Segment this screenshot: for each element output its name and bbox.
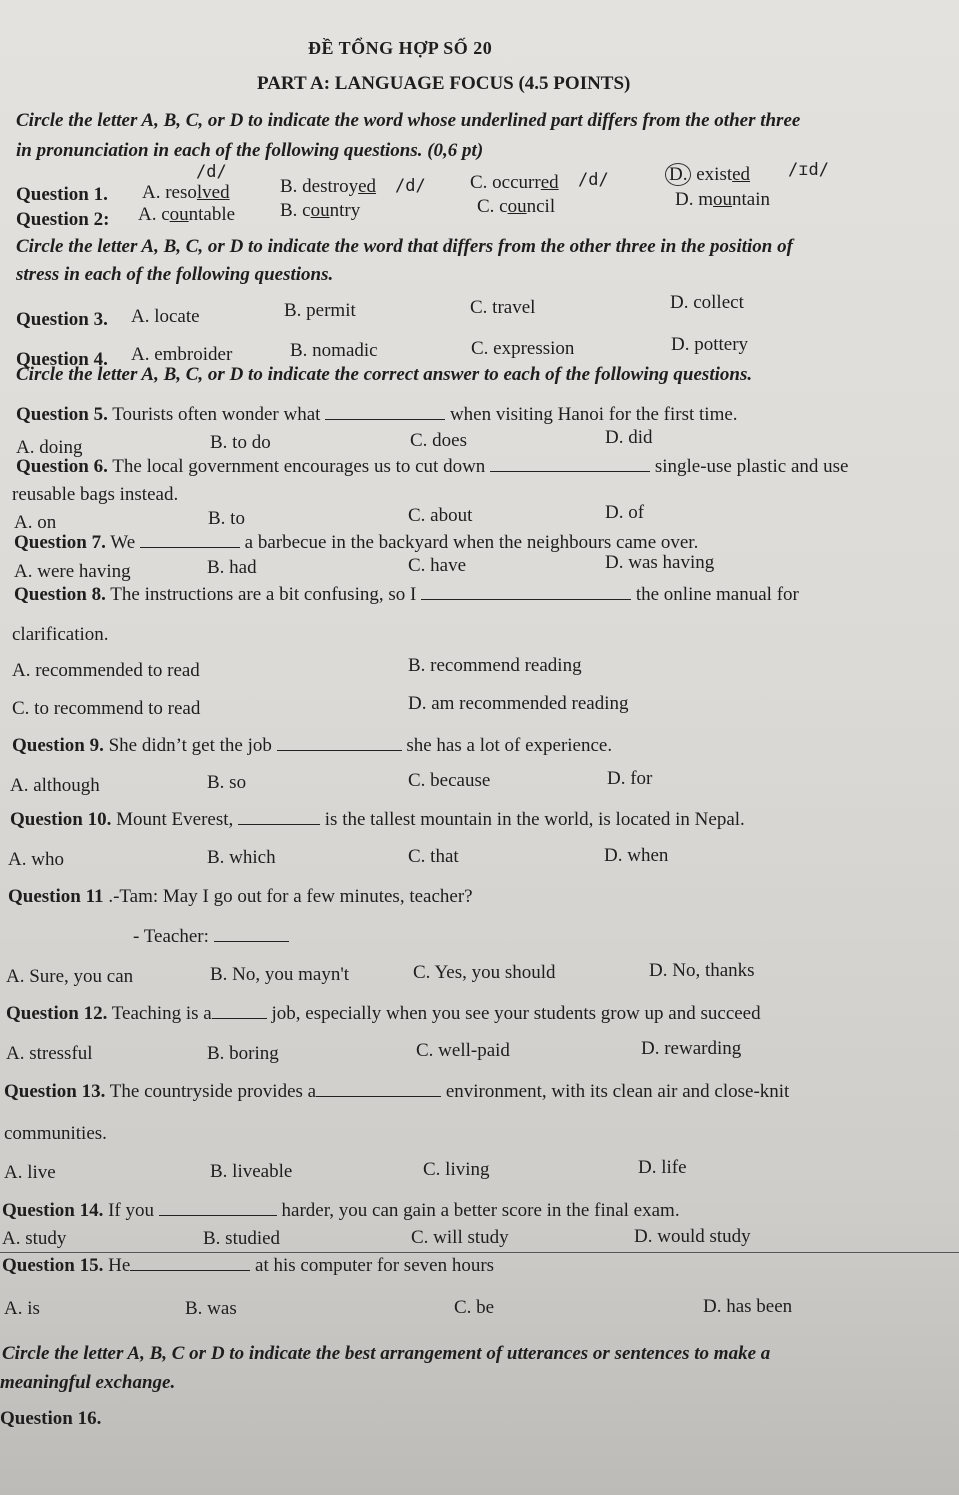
q3-option-c[interactable]: C. travel	[470, 297, 536, 318]
q2-option-b[interactable]: B. country	[280, 200, 361, 221]
q13-option-c[interactable]: C. living	[423, 1159, 490, 1180]
arrangement-instruction-1: Circle the letter A, B, C or D to indicate the best arrangement of utterances or sentences to make a	[2, 1343, 771, 1364]
question-15-label: Question 15.	[2, 1255, 104, 1276]
q8-option-d[interactable]: D. am recommended reading	[408, 693, 629, 714]
q6-option-b[interactable]: B. to	[208, 508, 245, 529]
q2-option-a[interactable]: A. countable	[138, 204, 236, 225]
q9-option-c[interactable]: C. because	[408, 770, 491, 791]
question-11-stem	[8, 886, 473, 908]
arrangement-instruction-2: meaningful exchange.	[0, 1372, 176, 1393]
q9-text-before: She didn’t get the job	[108, 735, 272, 756]
q11-teacher-label: - Teacher:	[133, 926, 209, 947]
question-13-stem	[4, 1081, 789, 1103]
q6-option-a[interactable]: A. on	[14, 512, 57, 533]
question-16-label: Question 16.	[0, 1408, 102, 1429]
q10-text-after: is the tallest mountain in the world, is located in Nepal.	[324, 809, 745, 830]
q14-text-before: If you	[108, 1200, 155, 1221]
q1-handwritten-note-d: /ɪd/	[788, 160, 829, 180]
part-heading: PART A: LANGUAGE FOCUS (4.5 POINTS)	[257, 73, 631, 94]
q15-option-b[interactable]: B. was	[185, 1298, 237, 1319]
q7-option-d[interactable]: D. was having	[605, 552, 715, 573]
question-3-label: Question 3.	[16, 309, 108, 330]
q4-option-a[interactable]: A. embroider	[131, 344, 233, 365]
q10-option-b[interactable]: B. which	[207, 847, 276, 868]
q1-handwritten-note-a: /d/	[196, 162, 227, 182]
q10-option-d[interactable]: D. when	[604, 845, 669, 866]
q14-blank[interactable]	[159, 1214, 277, 1216]
q6-option-d[interactable]: D. of	[605, 502, 645, 523]
q9-option-a[interactable]: A. although	[10, 775, 100, 796]
q12-option-a[interactable]: A. stressful	[6, 1043, 93, 1064]
q10-text-before: Mount Everest,	[116, 809, 234, 830]
q8-option-a[interactable]: A. recommended to read	[12, 660, 200, 681]
question-10-stem	[10, 809, 745, 831]
q12-text-before: Teaching is a	[111, 1003, 212, 1024]
q3-option-b[interactable]: B. permit	[284, 300, 356, 321]
question-10-label: Question 10.	[10, 809, 112, 830]
q14-option-c[interactable]: C. will study	[411, 1227, 509, 1248]
question-7-label: Question 7.	[14, 532, 106, 553]
q6-continuation: reusable bags instead.	[12, 484, 179, 505]
q1-option-c[interactable]: C. occurred	[470, 172, 559, 193]
q6-option-c[interactable]: C. about	[408, 505, 473, 526]
fold-line	[0, 1252, 959, 1253]
q14-option-b[interactable]: B. studied	[203, 1228, 281, 1249]
question-5-stem	[16, 404, 738, 426]
question-15-stem	[2, 1255, 494, 1277]
q10-option-a[interactable]: A. who	[8, 849, 64, 870]
question-9-label: Question 9.	[12, 735, 104, 756]
q14-option-a[interactable]: A. study	[2, 1228, 67, 1249]
question-2-label: Question 2:	[16, 209, 110, 230]
question-8-stem	[14, 584, 799, 606]
q13-continuation: communities.	[4, 1123, 107, 1144]
q5-option-d[interactable]: D. did	[605, 427, 653, 448]
q6-text-after: single-use plastic and use	[654, 456, 849, 477]
q7-text-after: a barbecue in the backyard when the neighbours came over.	[244, 532, 699, 553]
q6-blank[interactable]	[490, 470, 650, 472]
question-12-stem	[6, 1003, 761, 1025]
q15-option-c[interactable]: C. be	[454, 1297, 495, 1318]
q1-option-b[interactable]: B. destroyed	[280, 176, 377, 197]
q9-text-after: she has a lot of experience.	[406, 735, 613, 756]
q1-handwritten-note-c: /d/	[578, 170, 609, 190]
q12-option-c[interactable]: C. well-paid	[416, 1040, 510, 1061]
q13-option-b[interactable]: B. liveable	[210, 1161, 293, 1182]
q1-handwritten-note-b: /d/	[395, 176, 426, 196]
q11-text-before: .-Tam: May I go out for a few minutes, teacher?	[108, 886, 473, 907]
q4-option-b[interactable]: B. nomadic	[290, 340, 378, 361]
q5-option-b[interactable]: B. to do	[210, 432, 271, 453]
q11-blank[interactable]	[214, 940, 289, 942]
q7-option-a[interactable]: A. were having	[14, 561, 131, 582]
q6-text-before: The local government encourages us to cut down	[112, 456, 486, 477]
q12-blank[interactable]	[212, 1017, 267, 1019]
q4-option-d[interactable]: D. pottery	[671, 334, 749, 355]
q15-option-d[interactable]: D. has been	[703, 1296, 793, 1317]
q5-text-before: Tourists often wonder what	[112, 404, 321, 425]
stress-instruction-1: Circle the letter A, B, C, or D to indicate the word that differs from the other three in the position of	[16, 236, 793, 257]
q14-text-after: harder, you can gain a better score in the final exam.	[281, 1200, 680, 1221]
q11-option-d[interactable]: D. No, thanks	[649, 960, 755, 981]
q13-text-after: environment, with its clean air and close-knit	[445, 1081, 790, 1102]
question-8-label: Question 8.	[14, 584, 106, 605]
question-4-label: Question 4.	[16, 349, 108, 370]
question-12-label: Question 12.	[6, 1003, 108, 1024]
question-14-stem	[2, 1200, 680, 1222]
question-7-stem	[14, 532, 698, 554]
q12-text-after: job, especially when you see your students grow up and succeed	[271, 1003, 761, 1024]
q15-text-before: He	[108, 1255, 131, 1276]
q8-text-after: the online manual for	[635, 584, 799, 605]
q13-blank[interactable]	[316, 1095, 441, 1097]
q7-option-b[interactable]: B. had	[207, 557, 257, 578]
q11-option-c[interactable]: C. Yes, you should	[413, 962, 556, 983]
question-6-label: Question 6.	[16, 456, 108, 477]
q4-option-c[interactable]: C. expression	[471, 338, 575, 359]
q10-option-c[interactable]: C. that	[408, 846, 459, 867]
q8-option-c[interactable]: C. to recommend to read	[12, 698, 201, 719]
q9-option-b[interactable]: B. so	[207, 772, 247, 793]
q2-option-c[interactable]: C. council	[477, 196, 556, 217]
q7-option-c[interactable]: C. have	[408, 555, 467, 576]
q15-text-after: at his computer for seven hours	[255, 1255, 495, 1276]
q3-option-d[interactable]: D. collect	[670, 292, 744, 313]
stress-instruction-2: stress in each of the following questions.	[16, 264, 334, 285]
q15-blank[interactable]	[130, 1269, 250, 1271]
question-5-label: Question 5.	[16, 404, 108, 425]
q14-option-d[interactable]: D. would study	[634, 1226, 751, 1247]
exam-title: ĐỀ TỔNG HỢP SỐ 20	[308, 38, 493, 58]
question-14-label: Question 14.	[2, 1200, 104, 1221]
q5-option-c[interactable]: C. does	[410, 430, 467, 451]
q9-option-d[interactable]: D. for	[607, 768, 653, 789]
q7-blank[interactable]	[140, 546, 240, 548]
q12-option-d[interactable]: D. rewarding	[641, 1038, 742, 1059]
q11-option-a[interactable]: A. Sure, you can	[6, 966, 134, 987]
q3-option-a[interactable]: A. locate	[131, 306, 200, 327]
q8-option-b[interactable]: B. recommend reading	[408, 655, 582, 676]
question-11-label: Question 11	[8, 886, 104, 907]
q5-option-a[interactable]: A. doing	[16, 437, 83, 458]
grammar-instruction: Circle the letter A, B, C, or D to indicate the correct answer to each of the following questions.	[16, 364, 753, 385]
q1-option-d[interactable]: D. existed	[665, 164, 750, 186]
q12-option-b[interactable]: B. boring	[207, 1043, 279, 1064]
q5-blank[interactable]	[325, 418, 445, 420]
question-9-stem	[12, 735, 612, 757]
q8-text-before: The instructions are a bit confusing, so I	[110, 584, 417, 605]
pronunciation-instruction-2: in pronunciation in each of the following questions. (0,6 pt)	[16, 140, 484, 161]
question-13-label: Question 13.	[4, 1081, 106, 1102]
q13-text-before: The countryside provides a	[109, 1081, 317, 1102]
q13-option-a[interactable]: A. live	[4, 1162, 56, 1183]
q13-option-d[interactable]: D. life	[638, 1157, 687, 1178]
q1-option-a[interactable]: A. resolved	[142, 182, 230, 203]
q9-blank[interactable]	[277, 749, 402, 751]
q10-blank[interactable]	[238, 823, 320, 825]
question-1-label: Question 1.	[16, 184, 108, 205]
q8-continuation: clarification.	[12, 624, 109, 645]
q2-option-d[interactable]: D. mountain	[675, 189, 770, 210]
q7-text-before: We	[110, 532, 136, 553]
q8-blank[interactable]	[421, 598, 631, 600]
q5-text-after: when visiting Hanoi for the first time.	[449, 404, 738, 425]
q11-option-b[interactable]: B. No, you mayn't	[210, 964, 350, 985]
q15-option-a[interactable]: A. is	[4, 1298, 40, 1319]
q11-teacher-line	[133, 926, 289, 948]
question-6-stem	[16, 456, 848, 478]
pronunciation-instruction-1: Circle the letter A, B, C, or D to indicate the word whose underlined part differs from the other three	[16, 110, 801, 131]
